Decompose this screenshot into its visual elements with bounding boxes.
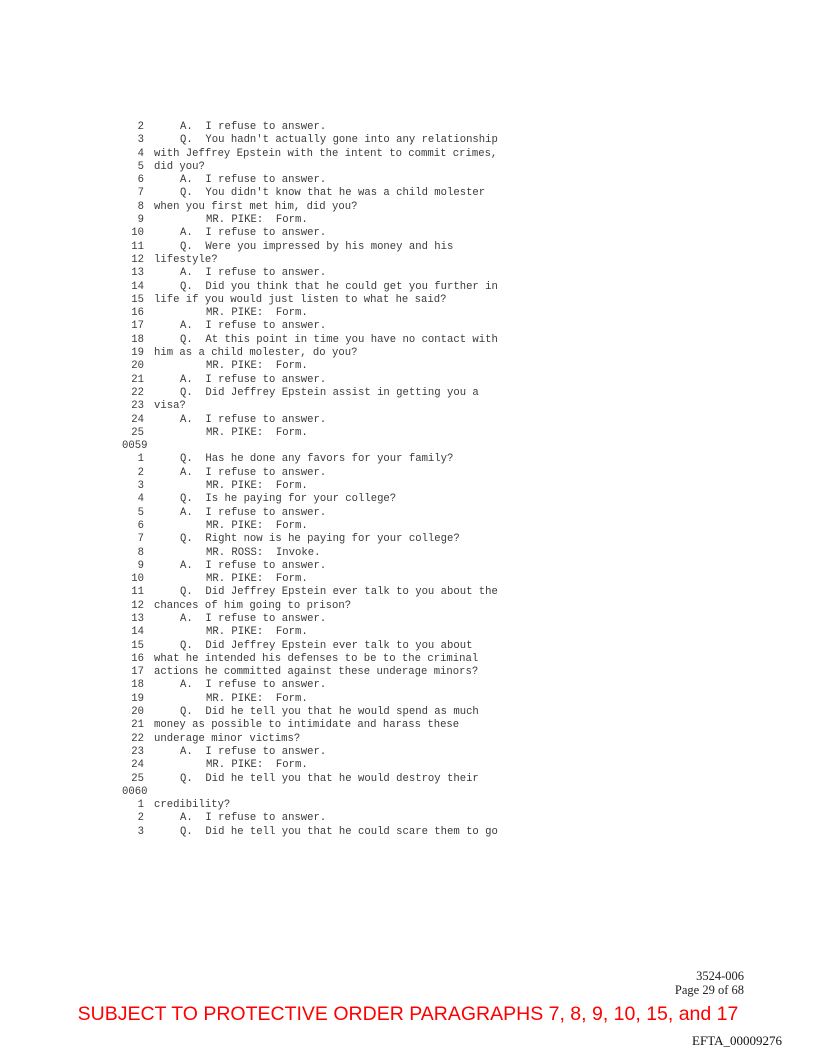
line-text: Q. Did Jeffrey Epstein ever talk to you about (180, 639, 473, 652)
line-number: 10 (131, 227, 144, 240)
line-number: 6 (137, 519, 144, 532)
line-text: actions he committed against these underage minors? (154, 666, 479, 679)
line-number: 22 (131, 386, 144, 399)
line-number: 19 (131, 347, 144, 360)
transcript-line (122, 400, 722, 413)
transcript-line (122, 706, 722, 719)
line-text: A. I refuse to answer. (180, 559, 327, 572)
transcript-line (122, 227, 722, 240)
line-text: MR. PIKE: Form. (206, 360, 308, 373)
transcript-line (122, 254, 722, 267)
line-number: 12 (131, 253, 144, 266)
line-number: 9 (137, 214, 144, 227)
line-number: 1 (137, 453, 144, 466)
line-number: 13 (131, 612, 144, 625)
line-number: 9 (137, 559, 144, 572)
transcript-line (122, 507, 722, 520)
line-number: 1 (137, 799, 144, 812)
line-number: 3 (137, 825, 144, 838)
line-text: Q. Did he tell you that he would spend as much (180, 706, 479, 719)
transcript-line (122, 214, 722, 227)
line-number: 4 (137, 493, 144, 506)
line-text: MR. PIKE: Form. (206, 307, 308, 320)
line-text: Q. Did he tell you that he could scare them to go (180, 825, 498, 838)
line-text: Q. Did Jeffrey Epstein assist in getting you a (180, 386, 479, 399)
line-text: MR. PIKE: Form. (206, 692, 308, 705)
transcript-line (122, 640, 722, 653)
transcript-line (122, 547, 722, 560)
line-number: 8 (137, 200, 144, 213)
transcript-line (122, 679, 722, 692)
transcript-line (122, 320, 722, 333)
transcript-line (122, 161, 722, 174)
transcript-line (122, 666, 722, 679)
line-number: 20 (131, 360, 144, 373)
line-number: 8 (137, 546, 144, 559)
transcript-line (122, 799, 722, 812)
transcript-line (122, 812, 722, 825)
transcript-line (122, 414, 722, 427)
transcript-line (122, 493, 722, 506)
line-number: 23 (131, 400, 144, 413)
line-number: 25 (131, 426, 144, 439)
line-number: 2 (137, 812, 144, 825)
transcript-line (122, 826, 722, 839)
line-number: 2 (137, 121, 144, 133)
transcript-line (122, 467, 722, 480)
line-text: what he intended his defenses to be to the criminal (154, 652, 479, 665)
line-number: 7 (137, 187, 144, 200)
line-text: credibility? (154, 799, 231, 812)
page-marker-line (122, 440, 722, 453)
transcript-line (122, 134, 722, 147)
transcript-line (122, 733, 722, 746)
transcript-line (122, 560, 722, 573)
line-text: A. I refuse to answer. (180, 413, 327, 426)
line-text: life if you would just listen to what he said? (154, 293, 447, 306)
transcript-line (122, 573, 722, 586)
transcript-line (122, 201, 722, 214)
line-text: Q. Did he tell you that he would destroy their (180, 772, 479, 785)
transcript-line (122, 520, 722, 533)
line-text: A. I refuse to answer. (180, 227, 327, 240)
transcript-line (122, 347, 722, 360)
transcript-line (122, 600, 722, 613)
line-number: 24 (131, 759, 144, 772)
transcript-line (122, 613, 722, 626)
line-number: 14 (131, 626, 144, 639)
transcript-line (122, 586, 722, 599)
transcript-line (122, 427, 722, 440)
line-number: 17 (131, 320, 144, 333)
page-marker-line (122, 786, 722, 799)
line-text: Q. Were you impressed by his money and his (180, 240, 454, 253)
line-text: chances of him going to prison? (154, 599, 352, 612)
line-number: 3 (137, 480, 144, 493)
line-text: Q. You didn't know that he was a child molester (180, 187, 486, 200)
line-text: when you first met him, did you? (154, 200, 358, 213)
line-text: lifestyle? (154, 253, 218, 266)
line-text: A. I refuse to answer. (180, 679, 327, 692)
transcript-page-marker: 0060 (122, 785, 148, 798)
line-number: 23 (131, 745, 144, 758)
line-text: MR. PIKE: Form. (206, 626, 308, 639)
line-text: Q. Did you think that he could get you further in (180, 280, 498, 293)
line-text: MR. PIKE: Form. (206, 480, 308, 493)
line-text: Q. Is he paying for your college? (180, 493, 397, 506)
line-number: 13 (131, 267, 144, 280)
transcript-line (122, 387, 722, 400)
line-text: Q. You hadn't actually gone into any relationship (180, 134, 498, 147)
line-number: 22 (131, 732, 144, 745)
page-identifier (675, 969, 744, 997)
transcript-line (122, 148, 722, 161)
line-text: A. I refuse to answer. (180, 466, 327, 479)
line-number: 15 (131, 639, 144, 652)
line-number: 16 (131, 307, 144, 320)
transcript-line (122, 533, 722, 546)
line-number: 25 (131, 772, 144, 785)
line-text: Q. Did Jeffrey Epstein ever talk to you about the (180, 586, 498, 599)
line-number: 11 (131, 586, 144, 599)
line-number: 12 (131, 599, 144, 612)
line-number: 6 (137, 174, 144, 187)
line-text: A. I refuse to answer. (180, 745, 327, 758)
line-text: money as possible to intimidate and harass these (154, 719, 460, 732)
transcript-line (122, 374, 722, 387)
transcript-line (122, 241, 722, 254)
line-number: 14 (131, 280, 144, 293)
line-number: 5 (137, 506, 144, 519)
transcript-line (122, 121, 722, 134)
line-text: A. I refuse to answer. (180, 812, 327, 825)
transcript-line (122, 281, 722, 294)
transcript-line (122, 174, 722, 187)
line-number: 2 (137, 466, 144, 479)
page-number: Page 29 of 68 (674, 983, 744, 997)
line-number: 18 (131, 679, 144, 692)
line-text: MR. PIKE: Form. (206, 573, 308, 586)
line-text: with Jeffrey Epstein with the intent to commit crimes, (154, 147, 498, 160)
line-number: 5 (137, 160, 144, 173)
line-text: MR. PIKE: Form. (206, 519, 308, 532)
line-number: 18 (131, 333, 144, 346)
transcript-line (122, 626, 722, 639)
transcript-line (122, 334, 722, 347)
transcript-line (122, 719, 722, 732)
line-text: did you? (154, 160, 205, 173)
transcript-line (122, 360, 722, 373)
line-text: MR. ROSS: Invoke. (206, 546, 321, 559)
transcript-line (122, 267, 722, 280)
line-text: MR. PIKE: Form. (206, 759, 308, 772)
line-number: 7 (137, 533, 144, 546)
line-text: A. I refuse to answer. (180, 320, 327, 333)
transcript-line (122, 773, 722, 786)
line-text: A. I refuse to answer. (180, 612, 327, 625)
line-text: Q. Right now is he paying for your college? (180, 533, 460, 546)
line-number: 17 (131, 666, 144, 679)
line-number: 21 (131, 373, 144, 386)
line-text: visa? (154, 400, 186, 413)
line-text: MR. PIKE: Form. (206, 214, 308, 227)
line-number: 19 (131, 692, 144, 705)
line-number: 24 (131, 413, 144, 426)
line-number: 20 (131, 706, 144, 719)
transcript-line (122, 453, 722, 466)
line-text: MR. PIKE: Form. (206, 426, 308, 439)
transcript-line (122, 746, 722, 759)
transcript-line (122, 480, 722, 493)
line-text: A. I refuse to answer. (180, 174, 327, 187)
document-number: 3524-006 (696, 969, 744, 983)
transcript-page-marker: 0059 (122, 440, 148, 453)
protective-order-notice: SUBJECT TO PROTECTIVE ORDER PARAGRAPHS 7, 8, 9, 10, 15, and 17 (77, 1003, 739, 1025)
line-number: 16 (131, 652, 144, 665)
bates-number: EFTA_00009276 (692, 1033, 782, 1048)
line-text: Q. At this point in time you have no contact with (180, 333, 498, 346)
transcript-line (122, 307, 722, 320)
transcript-body (122, 121, 722, 839)
transcript-line (122, 294, 722, 307)
line-text: him as a child molester, do you? (154, 347, 358, 360)
transcript-line (122, 187, 722, 200)
line-text: A. I refuse to answer. (180, 506, 327, 519)
line-number: 15 (131, 293, 144, 306)
line-number: 10 (131, 573, 144, 586)
line-number: 4 (137, 147, 144, 160)
line-number: 3 (137, 134, 144, 147)
transcript-line (122, 693, 722, 706)
line-text: A. I refuse to answer. (180, 267, 327, 280)
line-text: A. I refuse to answer. (180, 121, 327, 133)
line-number: 11 (131, 240, 144, 253)
line-text: Q. Has he done any favors for your family? (180, 453, 454, 466)
line-text: underage minor victims? (154, 732, 301, 745)
transcript-line (122, 759, 722, 772)
transcript-line (122, 653, 722, 666)
line-number: 21 (131, 719, 144, 732)
line-text: A. I refuse to answer. (180, 373, 327, 386)
